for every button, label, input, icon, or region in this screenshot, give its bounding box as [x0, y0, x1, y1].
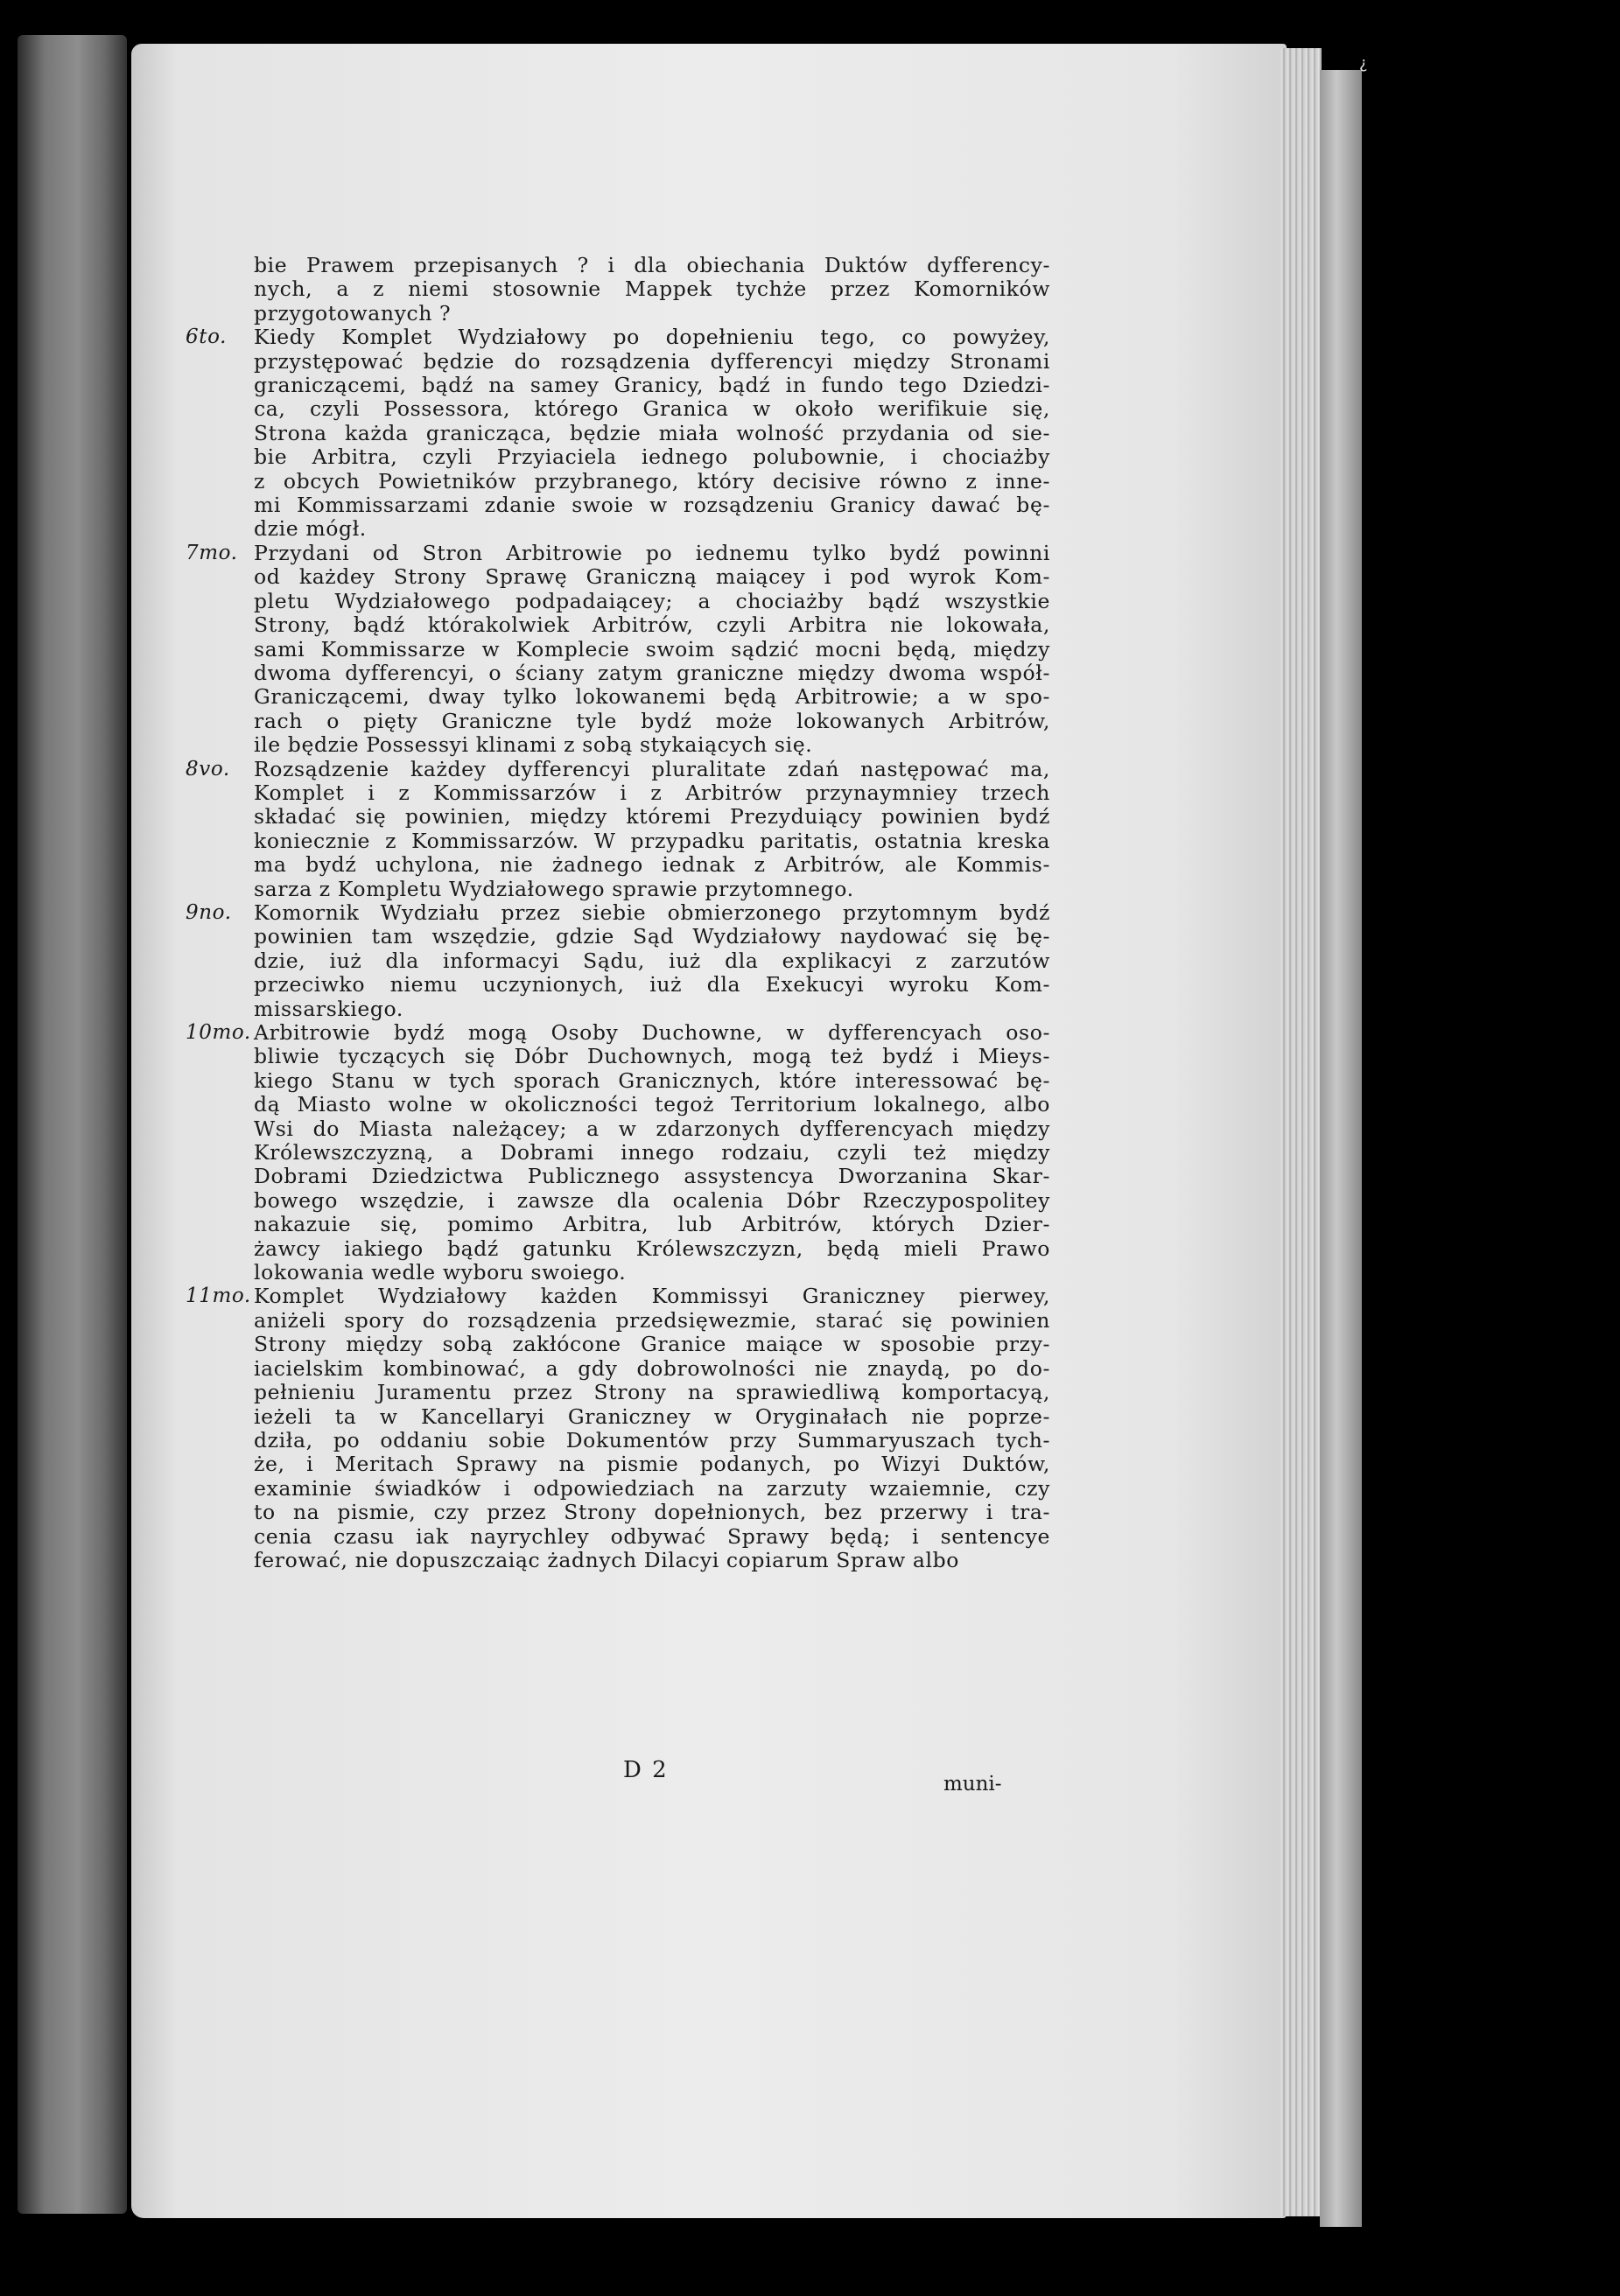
- text-line: przeciwko niemu uczynionych, iuż dla Exekucyi wyroku Kom-: [254, 972, 1050, 998]
- text-line: Komplet Wydziałowy każden Kommissyi Graniczney pierwey,: [254, 1284, 1050, 1309]
- text-line: sami Kommissarze w Komplecie swoim sądzić mocni będą, między: [254, 636, 1050, 662]
- text-line: dzie mógł.: [254, 516, 367, 542]
- text-line: pletu Wydziałowego podpadaiącey; a chociażby bądź wszystkie: [254, 588, 1050, 613]
- paragraph: [186, 900, 1050, 1021]
- paragraph: [186, 325, 1050, 542]
- text-line: pełnieniu Juramentu przez Strony na sprawiedliwą komportacyą,: [254, 1380, 1050, 1405]
- text-line: bowego wszędzie, i zawsze dla ocalenia Dóbr Rzeczypospolitey: [254, 1187, 1050, 1213]
- paragraph: [254, 254, 1050, 326]
- text-line: nych, a z niemi stosownie Mappek tychże przez Komorników: [254, 276, 1050, 302]
- catchword: muni-: [943, 1773, 1002, 1796]
- left-page-edge: [18, 35, 127, 2214]
- text-line: lokowania wedle wyboru swoiego.: [254, 1260, 627, 1285]
- text-line: bie Prawem przepisanych ? i dla obiechania Duktów dyfferency-: [254, 253, 1050, 277]
- text-line: Wsi do Miasta należącey; a w zdarzonych dyfferencyach między: [254, 1116, 1050, 1141]
- text-line: ca, czyli Possessora, którego Granica w około werifikuie się,: [254, 396, 1050, 422]
- text-line: przystępować będzie do rozsądzenia dyfferencyi między Stronami: [254, 348, 1050, 374]
- text-line: dziła, po oddaniu sobie Dokumentów przy Summaryuszach tych-: [254, 1427, 1050, 1452]
- text-line: cenia czasu iak nayrychley odbywać Sprawy będą; i sentencye: [254, 1523, 1050, 1549]
- text-line: Strony, bądź którakolwiek Arbitrów, czyli Arbitra nie lokowała,: [254, 612, 1050, 638]
- text-line: ile będzie Possessyi klinami z sobą stykaiących się.: [254, 732, 813, 758]
- text-line: iacielskim kombinować, a gdy dobrowolności nie znaydą, po do-: [254, 1355, 1050, 1381]
- text-line: od każdey Strony Sprawę Graniczną maiącey i pod wyrok Kom-: [254, 564, 1050, 590]
- text-line: bie Arbitra, czyli Przyiaciela iednego polubownie, i chociażby: [254, 444, 1050, 470]
- text-line: to na pismie, czy przez Strony dopełnionych, bez przerwy i tra-: [254, 1500, 1050, 1525]
- paragraph: [186, 540, 1050, 758]
- paragraph: [186, 1020, 1050, 1285]
- text-line: Strona każda granicząca, będzie miała wolność przydania od sie-: [254, 420, 1050, 445]
- text-line: Rozsądzenie każdey dyfferencyi pluralitate zdań następować ma,: [254, 756, 1050, 781]
- text-line: dą Miasto wolne w okoliczności tegoż Territorium lokalnego, albo: [254, 1092, 1050, 1117]
- text-line: dwoma dyfferencyi, o ściany zatym graniczne między dwoma współ-: [254, 660, 1050, 685]
- paragraph-number: 11mo.: [186, 1284, 251, 1308]
- paragraph: [186, 756, 1050, 901]
- text-line: Przydani od Stron Arbitrowie po iednemu tylko bydź powinni: [254, 540, 1050, 565]
- paragraph-number: 7mo.: [186, 541, 238, 564]
- paragraph: [186, 1284, 1050, 1572]
- text-line: przygotowanych ?: [254, 300, 452, 326]
- paragraph-number: 9no.: [186, 900, 232, 924]
- text-line: ieżeli ta w Kancellaryi Graniczney w Oryginałach nie poprze-: [254, 1404, 1050, 1429]
- text-line: Strony między sobą zakłócone Granice maiące w sposobie przy-: [254, 1332, 1050, 1357]
- book-cover-edge: [1320, 70, 1362, 2227]
- text-line: dzie, iuż dla informacyi Sądu, iuż dla explikacyi z zarzutów: [254, 948, 1050, 973]
- text-line: żawcy iakiego bądź gatunku Królewszczyzn, będą mieli Prawo: [254, 1236, 1050, 1261]
- paragraph-number: 8vo.: [186, 757, 230, 780]
- text-line: Komornik Wydziału przez siebie obmierzonego przytomnym bydź: [254, 900, 1050, 925]
- paragraph-number: 6to.: [186, 326, 228, 349]
- text-line: Arbitrowie bydź mogą Osoby Duchowne, w dyfferencyach oso-: [254, 1020, 1050, 1045]
- text-line: missarskiego.: [254, 996, 403, 1021]
- text-line: ferować, nie dopuszczaiąc żadnych Dilacyi copiarum Spraw albo: [254, 1547, 959, 1572]
- text-line: z obcych Powietników przybranego, który decisive równo z inne-: [254, 468, 1050, 494]
- right-page-edges: [1280, 48, 1322, 2216]
- text-line: Graniczącemi, dway tylko lokowanemi będą Arbitrowie; a w spo-: [254, 684, 1050, 710]
- text-line: rach o pięty Graniczne tyle bydź może lokowanych Arbitrów,: [254, 708, 1050, 733]
- text-line: kiego Stanu w tych sporach Granicznych, które interessować bę-: [254, 1068, 1050, 1093]
- text-line: Kiedy Komplet Wydziałowy po dopełnieniu tego, co powyżey,: [254, 325, 1050, 350]
- printer-signature: D 2: [623, 1757, 669, 1783]
- text-line: bliwie tyczących się Dóbr Duchownych, mogą też bydź i Mieys-: [254, 1044, 1050, 1069]
- text-line: że, i Meritach Sprawy na pismie podanych, po Wizyi Duktów,: [254, 1452, 1050, 1477]
- paragraph-number: 10mo.: [186, 1021, 251, 1044]
- text-line: mi Kommissarzami zdanie swoie w rozsądzeniu Granicy dawać bę-: [254, 493, 1050, 518]
- text-line: powinien tam wszędzie, gdzie Sąd Wydziałowy naydować się bę-: [254, 924, 1050, 949]
- text-line: Komplet i z Kommissarzów i z Arbitrów przynaymniey trzech: [254, 780, 1050, 805]
- text-line: koniecznie z Kommissarzów. W przypadku paritatis, ostatnia kreska: [254, 828, 1050, 853]
- text-line: examinie świadków i odpowiedziach na zarzuty wzaiemnie, czy: [254, 1475, 1050, 1501]
- text-line: ma bydź uchylona, nie żadnego iednak z Arbitrów, ale Kommis-: [254, 852, 1050, 878]
- text-line: Królewszczyzną, a Dobrami innego rodzaiu, czyli też między: [254, 1140, 1050, 1166]
- text-line: Dobrami Dziedzictwa Publicznego assystencya Dworzanina Skar-: [254, 1164, 1050, 1189]
- text-line: sarza z Kompletu Wydziałowego sprawie przytomnego.: [254, 876, 854, 901]
- text-line: graniczącemi, bądź na samey Granicy, bądź in fundo tego Dziedzi-: [254, 373, 1050, 398]
- corner-mark: ¿: [1359, 54, 1368, 73]
- page-text: [186, 253, 1050, 1572]
- text-line: nakazuie się, pomimo Arbitra, lub Arbitrów, których Dzier-: [254, 1212, 1050, 1237]
- text-line: składać się powinien, między któremi Prezyduiący powinien bydź: [254, 804, 1050, 830]
- text-line: aniżeli spory do rozsądzenia przedsięwezmie, starać się powinien: [254, 1307, 1050, 1333]
